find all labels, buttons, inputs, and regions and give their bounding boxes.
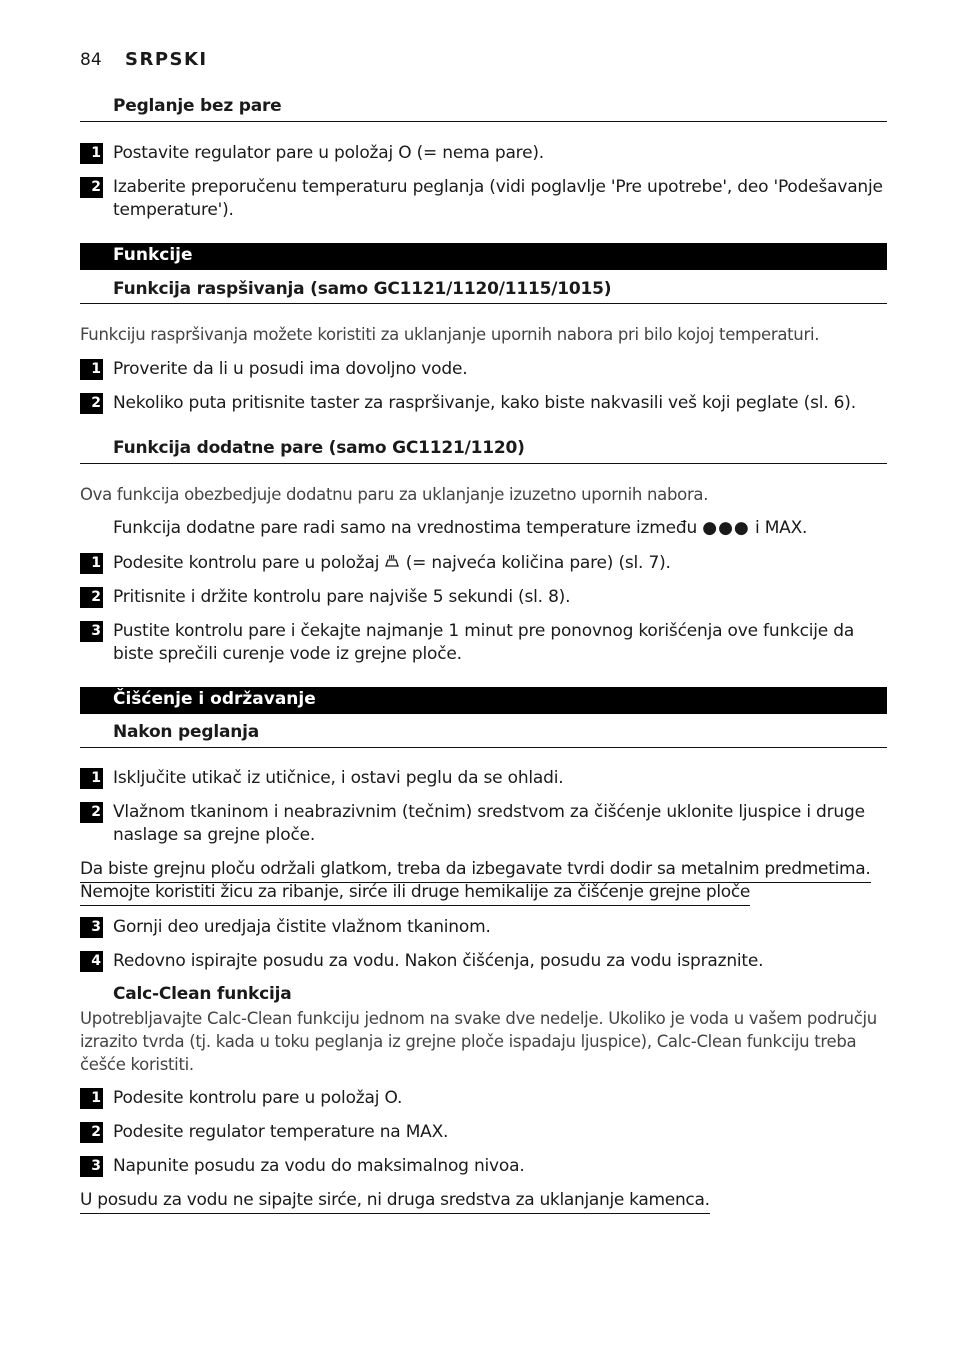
section-rule	[80, 463, 887, 464]
section-rule	[80, 121, 887, 122]
step-number: 1	[80, 768, 103, 789]
step-number: 2	[80, 587, 103, 608]
section-heading-para: Funkcija dodatne pare (samo GC1121/1120)	[113, 438, 525, 458]
step-number: 3	[80, 917, 103, 938]
section-bar-title: Funkcije	[113, 245, 193, 265]
section-heading-sprej: Funkcija raspšivanja (samo GC1121/1120/1115/1015)	[113, 279, 612, 299]
section-bar-title: Čišćenje i održavanje	[113, 689, 316, 709]
section-rule	[80, 303, 887, 304]
step-text-after: (= najveća količina pare) (sl. 7).	[405, 553, 671, 573]
step-text: Pritisnite i držite kontrolu pare najviše 5 sekundi (sl. 8).	[113, 587, 571, 607]
note-text	[113, 517, 883, 540]
page-number: 84	[80, 50, 102, 70]
step-text: Pustite kontrolu pare i čekajte najmanje 1 minut pre ponovnog korišćenja ove funkcije da biste sprečili curenje vode iz grejne ploče.	[113, 621, 855, 664]
intro-text: Ova funkcija obezbedjuje dodatnu paru za uklanjanje izuzetno upornih nabora.	[80, 485, 709, 504]
step-number: 3	[80, 1156, 103, 1177]
warning-text: Nemojte koristiti žicu za ribanje, sirće ili druge hemikalije za čišćenje grejne ploče	[80, 881, 750, 906]
step-number: 2	[80, 1122, 103, 1143]
step-number: 2	[80, 177, 103, 198]
step-number: 4	[80, 951, 103, 972]
step-number: 3	[80, 621, 103, 642]
step-number: 2	[80, 802, 103, 823]
step-text: Gornji deo uredjaja čistite vlažnom tkaninom.	[113, 917, 491, 937]
step-number: 1	[80, 553, 103, 574]
step-text: Vlažnom tkaninom i neabrazivnim (tečnim) sredstvom za čišćenje uklonite ljuspice i druge naslage sa grejne ploče.	[113, 802, 865, 845]
step-text: Proverite da li u posudi ima dovoljno vode.	[113, 359, 468, 379]
step-text: Podesite kontrolu pare u položaj O.	[113, 1088, 403, 1108]
section-bar-ciscenje	[80, 687, 887, 714]
step-text: Izaberite preporučenu temperaturu peglanja (vidi poglavlje 'Pre upotrebe', deo 'Podešavanje temperature').	[113, 177, 883, 220]
language-label: SRPSKI	[125, 49, 208, 70]
step-text: Nekoliko puta pritisnite taster za raspršivanje, kako biste nakvasili veš koji peglate (sl. 6).	[113, 393, 856, 413]
section-rule	[80, 747, 887, 748]
step-text	[113, 552, 883, 575]
step-number: 1	[80, 1088, 103, 1109]
steam-max-icon	[384, 553, 400, 573]
step-number: 1	[80, 143, 103, 164]
section-heading-nakon: Nakon peglanja	[113, 722, 260, 742]
step-number: 2	[80, 393, 103, 414]
note-text-after: i MAX.	[754, 518, 808, 538]
step-text: Podesite regulator temperature na MAX.	[113, 1122, 449, 1142]
warning-text: Da biste grejnu ploču održali glatkom, treba da izbegavate tvrdi dodir sa metalnim predmetima.	[80, 858, 871, 883]
temperature-dots-icon: ●●●	[702, 518, 750, 538]
intro-text: Upotrebljavajte Calc-Clean funkciju jednom na svake dve nedelje. Ukoliko je voda u vašem području izrazito tvrda (tj. kada u toku peglanja iz grejne ploče ispadaju ljuspice), Calc-Clean funkciju treba češće koristiti.	[80, 1009, 877, 1074]
section-bar-funkcije	[80, 243, 887, 270]
note-text-before: Funkcija dodatne pare radi samo na vrednostima temperature između	[113, 518, 698, 538]
step-text: Postavite regulator pare u položaj O (= nema pare).	[113, 143, 544, 163]
step-text: Napunite posudu za vodu do maksimalnog nivoa.	[113, 1156, 525, 1176]
section-heading-peglanje: Peglanje bez pare	[113, 96, 282, 116]
intro-text: Funkciju raspršivanja možete koristiti za uklanjanje upornih nabora pri bilo kojoj temperaturi.	[80, 325, 820, 344]
section-heading-calc: Calc-Clean funkcija	[113, 984, 292, 1004]
warning-text: U posudu za vodu ne sipajte sirće, ni druga sredstva za uklanjanje kamenca.	[80, 1189, 710, 1214]
step-text: Isključite utikač iz utičnice, i ostavi peglu da se ohladi.	[113, 768, 564, 788]
step-text: Redovno ispirajte posudu za vodu. Nakon čišćenja, posudu za vodu ispraznite.	[113, 951, 764, 971]
step-number: 1	[80, 359, 103, 380]
step-text-before: Podesite kontrolu pare u položaj	[113, 553, 380, 573]
